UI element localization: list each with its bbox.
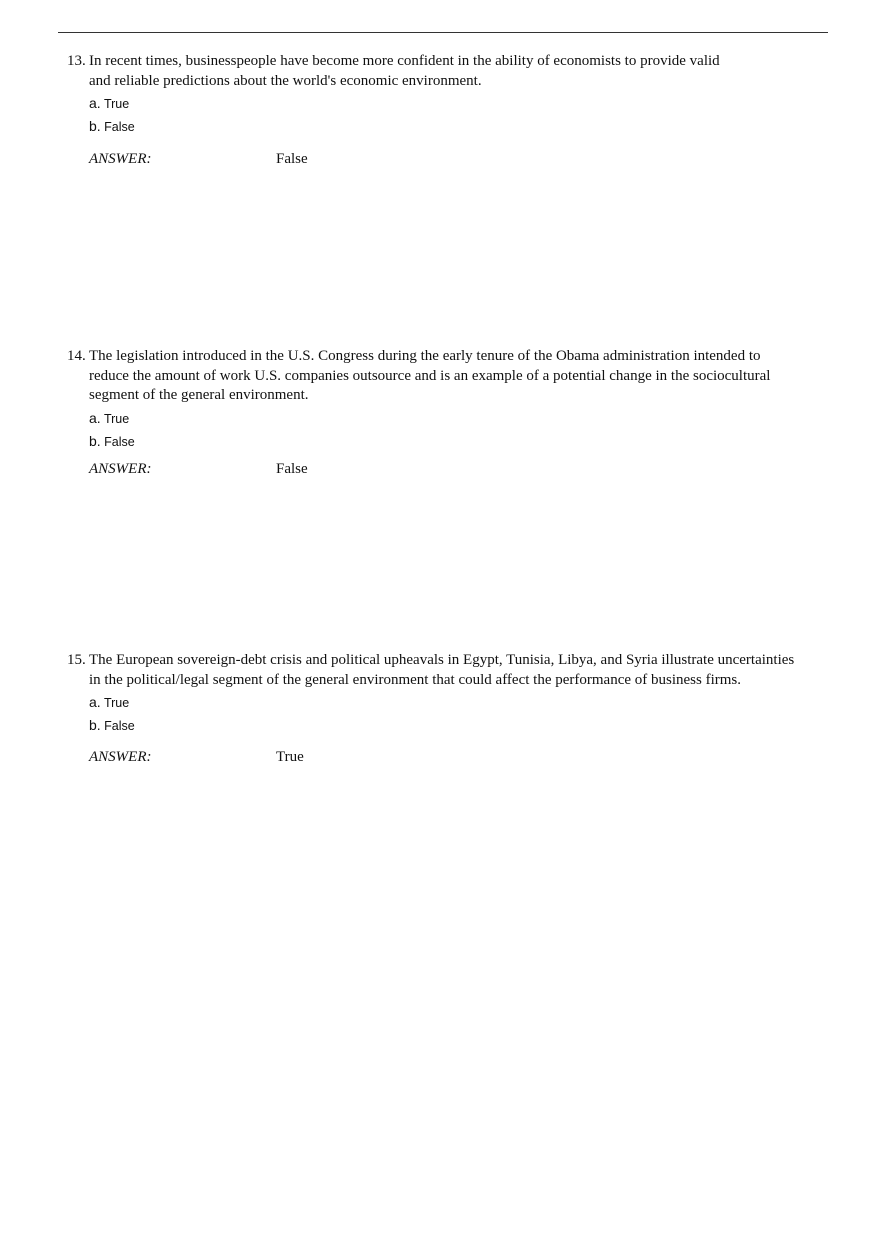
- option-text: False: [104, 435, 135, 449]
- answer-label: ANSWER:: [89, 749, 152, 765]
- option-text: True: [103, 97, 130, 111]
- option-b: [89, 717, 135, 733]
- question-text: [89, 651, 794, 690]
- answer-value: False: [276, 461, 308, 477]
- option-letter: b.: [89, 433, 101, 449]
- question-line: The legislation introduced in the U.S. Congress during the early tenure of the Obama administration intended to: [89, 348, 761, 364]
- option-a: [89, 95, 129, 111]
- option-b: [89, 118, 135, 134]
- question-text: [89, 347, 770, 406]
- header-rule: [58, 32, 828, 33]
- question-line: segment of the general environment.: [89, 387, 309, 403]
- question-number: 14.: [67, 348, 86, 364]
- option-letter: a.: [89, 95, 101, 111]
- question-number: 13.: [67, 53, 86, 69]
- option-a: [89, 694, 129, 710]
- question-number: 15.: [67, 652, 86, 668]
- answer-label: ANSWER:: [89, 461, 152, 477]
- option-letter: a.: [89, 694, 101, 710]
- answer-value: False: [276, 151, 308, 167]
- question-line: In recent times, businesspeople have become more confident in the ability of economists to provide valid: [89, 53, 720, 69]
- option-text: True: [103, 696, 130, 710]
- option-text: False: [104, 120, 135, 134]
- question-line: reduce the amount of work U.S. companies outsource and is an example of a potential change in the sociocultural: [89, 367, 771, 384]
- option-letter: b.: [89, 118, 101, 134]
- option-letter: a.: [89, 410, 101, 426]
- answer-value: True: [276, 749, 304, 765]
- option-a: [89, 410, 129, 426]
- question-line: and reliable predictions about the world's economic environment.: [89, 72, 482, 89]
- option-text: False: [104, 719, 135, 733]
- option-b: [89, 433, 135, 449]
- option-letter: b.: [89, 717, 101, 733]
- question-line: The European sovereign-debt crisis and political upheavals in Egypt, Tunisia, Libya, and Syria illustrate uncertainties: [89, 652, 795, 668]
- question-line: in the political/legal segment of the general environment that could affect the performance of business firms.: [89, 671, 742, 688]
- answer-label: ANSWER:: [89, 151, 152, 167]
- option-text: True: [103, 412, 130, 426]
- question-text: [89, 52, 720, 91]
